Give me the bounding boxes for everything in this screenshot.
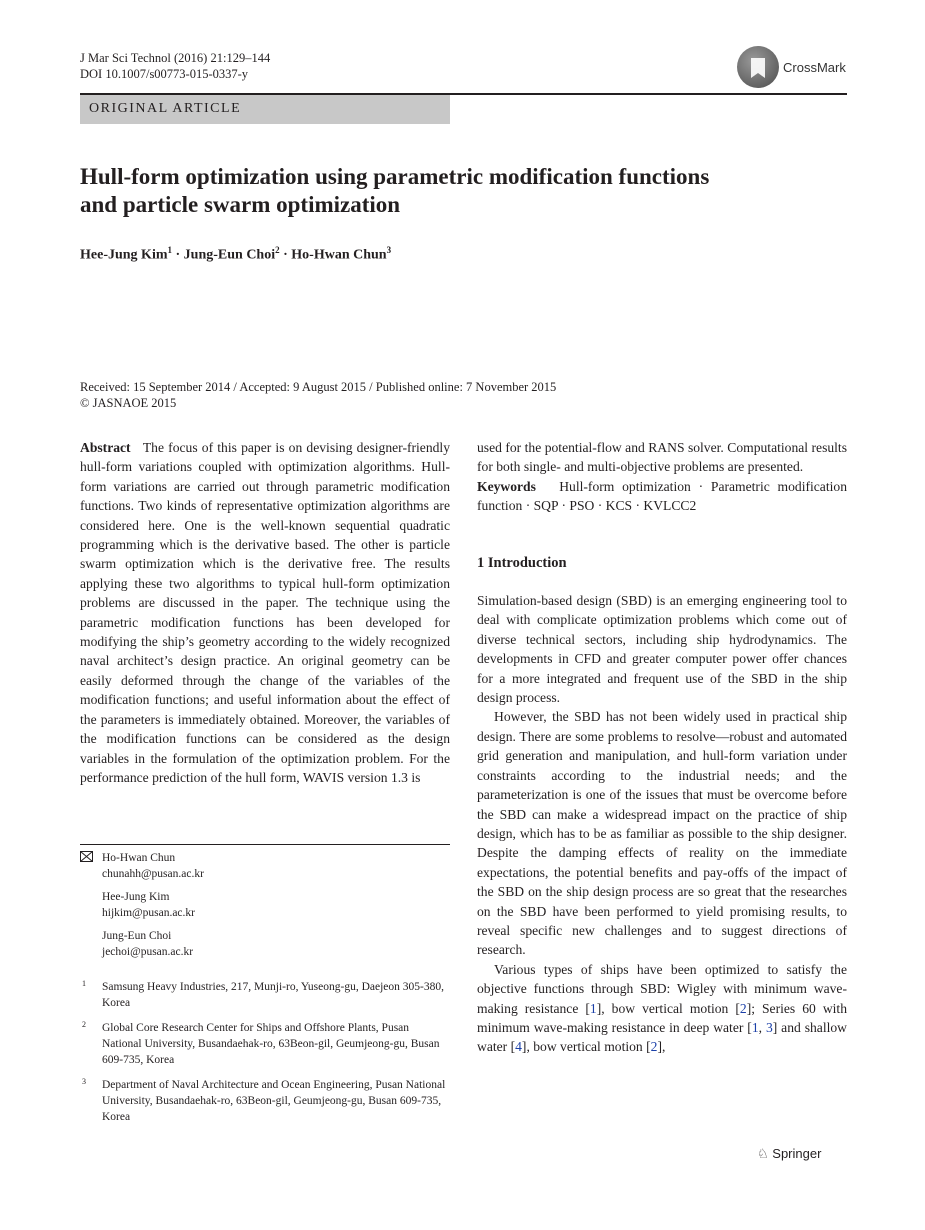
contact-email[interactable]: jechoi@pusan.ac.kr <box>102 946 194 958</box>
title-line: Hull-form optimization using parametric modification functions <box>80 164 710 189</box>
text-run: ], bow vertical motion [ <box>521 1039 651 1055</box>
citation-link[interactable]: 2 <box>650 1039 658 1055</box>
affiliation <box>80 979 450 1011</box>
crossmark-icon <box>737 46 779 88</box>
contact-entry <box>80 889 450 921</box>
doi[interactable]: DOI 10.1007/s00773-015-0337-y <box>80 67 249 81</box>
article-type: ORIGINAL ARTICLE <box>89 101 242 116</box>
publisher-logo <box>757 1146 821 1162</box>
contact-block <box>80 850 450 1125</box>
abstract-text: The focus of this paper is on devising designer-friendly hull-form variations coupled with optimization algorithms. Hull-form variations are carried out through parametric modification functions. Two kinds of representative optimization algorithms are considered here. One is the well-known sequential quadratic programming which is the derivative based. The other is particle swarm optimization which is the derivative free. The results applying these two algorithms to typical hull-form optimization problems are discussed in the paper. The technique using the parametric modification functions has been developed for modifying the ship’s geometry according to the widely recognized naval architect’s design practice. An original geometry can be easily deformed through the change of the variables of the modification functions; and useful information about the effect of the parameters is immediately obtained. Moreover, the variables of the modification functions can be considered as the design variables in the formulation of the optimization problem. For the performance prediction of the hull form, WAVIS version 1.3 is <box>80 440 450 785</box>
text-run: Various types of ships have been optimized to satisfy the objective functions through SBD: Wigley with minimum wave-making resistance [ <box>477 961 847 1016</box>
keywords-text: Hull-form optimization · Parametric modification function · SQP · PSO · KCS · KVLCC2 <box>477 478 847 514</box>
title-line: and particle swarm optimization <box>80 192 401 217</box>
section-heading: 1 Introduction <box>477 554 567 571</box>
abstract <box>80 438 450 787</box>
publisher-name: Springer <box>772 1146 822 1161</box>
text-run: , <box>758 1019 766 1035</box>
author-name[interactable]: Ho-Hwan Chun <box>291 247 387 263</box>
author-sup: 3 <box>386 245 392 255</box>
author-name[interactable]: Jung-Eun Choi <box>183 247 276 263</box>
intro-paragraph <box>477 960 847 1057</box>
author-sup: 2 <box>275 245 280 255</box>
paper-title <box>80 163 840 219</box>
affiliation-text: Samsung Heavy Industries, 217, Munji-ro, Yuseong-gu, Daejeon 305-380, Korea <box>102 981 444 1009</box>
keywords-label: Keywords <box>477 478 536 494</box>
crossmark-label: CrossMark <box>783 60 846 75</box>
crossmark-badge[interactable] <box>737 46 849 90</box>
journal-citation: J Mar Sci Technol (2016) 21:129–144 <box>80 51 271 65</box>
right-column <box>477 438 847 1057</box>
citation-link[interactable]: 1 <box>589 1000 597 1016</box>
contact-email[interactable]: hijkim@pusan.ac.kr <box>102 907 195 919</box>
author-list: Hee-Jung Kim$^1$ · Jung-Eun Choi$^2$ · Ho-Hwan Chun$^3$ <box>80 245 392 263</box>
citation-link[interactable]: 2 <box>739 1000 747 1016</box>
affiliation <box>80 1020 450 1068</box>
abstract-label: Abstract <box>80 440 131 455</box>
intro-paragraph: However, the SBD has not been widely used in practical ship design. There are some problems to resolve—robust and automated grid generation and manipulation, and hull-form variation under constraints according to the industrial needs; and the parameterization is one of the issues that must be overcome before the SBD can make a widespread impact on the practice of ship design, which has to be as familiar as possible to the ship designer. Despite the damping effects of reality on the immediate expectations, the potential benefits and pay-offs of the impact of the SBD on the ship design process are so great that the researches on the SBD have been performed to yield promising results, to reveal specific new challenges and to suggest directions of research. <box>477 709 847 958</box>
citation-link[interactable]: 1 <box>751 1019 759 1035</box>
journal-meta <box>80 50 270 82</box>
article-type-banner <box>80 95 450 124</box>
copyright: © JASNAOE 2015 <box>80 396 177 410</box>
publication-dates <box>80 379 556 411</box>
affiliation <box>80 1077 450 1125</box>
affiliation-number: 3 <box>82 1077 86 1086</box>
date-line: Received: 15 September 2014 / Accepted: 9 August 2015 / Published online: 7 November 2015 <box>80 380 557 394</box>
citation-link[interactable]: 3 <box>765 1019 773 1035</box>
contact-email[interactable]: chunahh@pusan.ac.kr <box>102 868 204 880</box>
affiliation-number: 2 <box>82 1020 86 1029</box>
citation-link[interactable]: 4 <box>515 1039 522 1055</box>
text-run: ], bow vertical motion [ <box>596 1000 740 1016</box>
contact-rule <box>80 844 450 845</box>
affiliation-text: Department of Naval Architecture and Ocean Engineering, Pusan National University, Busandaehak-ro, 63Beon-gil, Geumjeong-gu, Busan 609-735, Korea <box>102 1079 446 1123</box>
contact-entry <box>80 928 450 960</box>
intro-paragraph: Simulation-based design (SBD) is an emerging engineering tool to deal with complicate optimization problems which come out of diverse technical sectors, including ship hydrodynamics. The developments in CFD and greater computer power offer chances for a more integrated and frequent use of the SBD in the ship design process. <box>477 593 847 706</box>
text-run: ] and shallow water [ <box>477 1019 847 1055</box>
author-sup: 1 <box>167 245 172 255</box>
envelope-icon <box>80 851 93 867</box>
left-column <box>80 438 450 787</box>
text-run: ], <box>657 1039 666 1055</box>
abstract-continuation: used for the potential-flow and RANS solver. Computational results for both single- and multi-objective problems are presented. <box>477 440 847 475</box>
springer-horse-icon: ♘ <box>757 1146 769 1161</box>
contact-name: Ho-Hwan Chun <box>102 852 176 864</box>
contact-name: Hee-Jung Kim <box>102 891 170 903</box>
affiliation-number: 1 <box>82 979 86 988</box>
contact-entry <box>80 850 450 882</box>
keywords <box>477 477 847 516</box>
text-run: ]; Series 60 with minimum wave-making resistance in deep water [ <box>477 1000 847 1035</box>
author-name[interactable]: Hee-Jung Kim <box>80 247 168 263</box>
affiliation-text: Global Core Research Center for Ships and Offshore Plants, Pusan National University, Busandaehak-ro, 63Beon-gil, Geumjeong-gu, Busan 609-735, Korea <box>102 1022 440 1066</box>
contact-name: Jung-Eun Choi <box>102 930 172 942</box>
